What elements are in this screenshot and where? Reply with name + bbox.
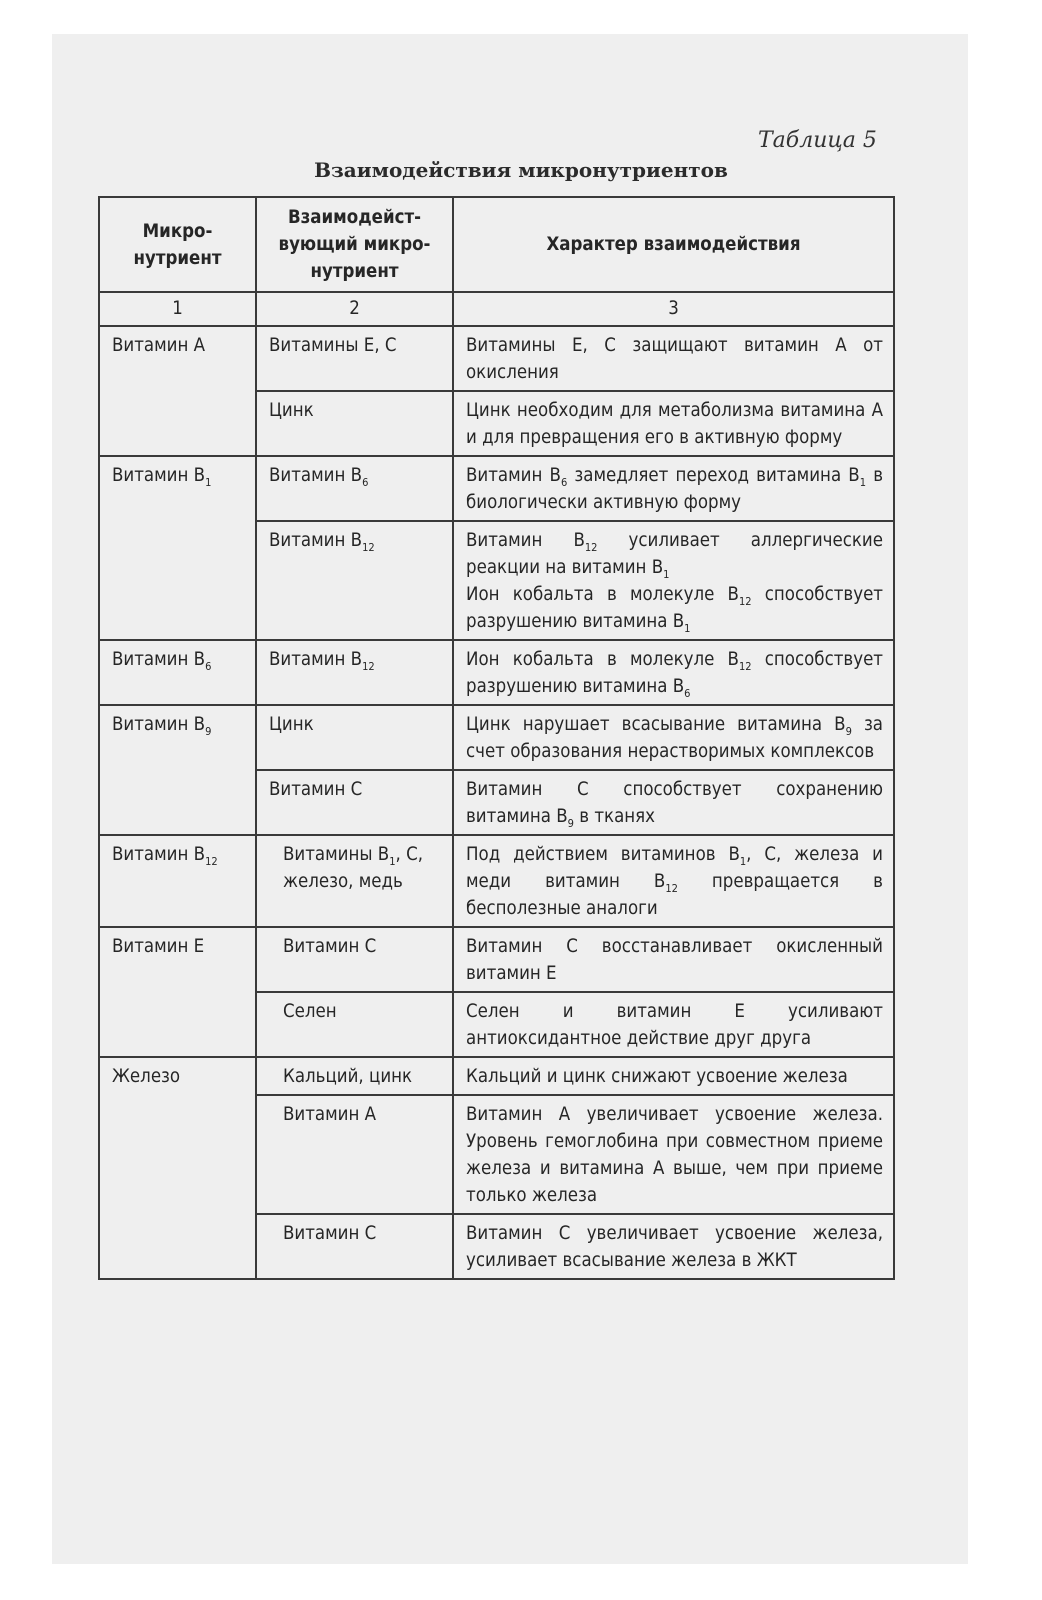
interacting-micronutrient-cell xyxy=(256,705,453,770)
interaction-character-cell xyxy=(453,927,894,992)
interacting-micronutrient-cell xyxy=(256,927,453,992)
header-micronutrient-line: Микро- xyxy=(142,220,213,242)
subscript: 9 xyxy=(845,725,852,738)
text-run: Витамин В xyxy=(269,649,363,670)
subscript: 6 xyxy=(560,476,568,489)
text-run: Витамин А xyxy=(112,335,206,356)
micronutrient-cell xyxy=(99,326,256,456)
table-title: Взаимодействия микронутриентов xyxy=(314,158,728,182)
text-run: усиливает аллергические реакции на витамин В xyxy=(466,530,883,578)
text-run: Витамин В xyxy=(269,465,363,486)
subscript: 12 xyxy=(584,541,598,554)
header-micronutrient-line: нутриент xyxy=(133,247,222,269)
text-run: Витамины В xyxy=(283,844,390,865)
header-row xyxy=(99,197,894,292)
table-body xyxy=(99,292,894,1279)
column-number: 1 xyxy=(99,292,256,326)
text-run: Витамин В xyxy=(466,530,585,551)
interaction-character-cell xyxy=(453,1095,894,1214)
interaction-character-cell xyxy=(453,456,894,521)
subscript: 12 xyxy=(738,595,752,608)
text-run: Цинк xyxy=(269,714,314,735)
interacting-micronutrient-cell xyxy=(256,835,453,927)
subscript: 6 xyxy=(362,476,369,489)
table-row xyxy=(99,1057,894,1095)
text-run: Ион кобальта в молекуле В xyxy=(466,649,739,670)
subscript: 12 xyxy=(738,660,752,673)
interacting-micronutrient-cell xyxy=(256,1214,453,1279)
subscript: 6 xyxy=(684,687,691,700)
text-run: Витамин Е xyxy=(112,936,205,957)
text-run: замедляет переход витамина В xyxy=(567,465,860,486)
interacting-micronutrient-cell xyxy=(256,992,453,1057)
column-number: 2 xyxy=(256,292,453,326)
header-interacting-line: Взаимодейст- xyxy=(287,207,422,228)
interaction-character-cell xyxy=(453,705,894,770)
header-interaction-character: Характер взаимодействия xyxy=(453,197,894,292)
text-run: за счет образования нерастворимых комплексов xyxy=(466,714,884,762)
subscript: 9 xyxy=(205,725,212,738)
table-number-label: Таблица 5 xyxy=(758,128,877,153)
text-run: Витамины Е, С защищают витамин А от окисления xyxy=(466,335,883,383)
text-run: Витамин В xyxy=(112,844,206,865)
subscript: 12 xyxy=(362,660,375,673)
text-run: Витамин А увеличивает усвоение железа. Уровень гемоглобина при совместном приеме железа и витамина А выше, чем при приеме только железа xyxy=(466,1104,883,1206)
text-run: Витамин С xyxy=(283,1223,377,1244)
text-run: Цинк необходим для метаболизма витамина А и для превращения его в активную форму xyxy=(466,400,883,448)
subscript: 6 xyxy=(205,660,212,673)
interacting-micronutrient-cell xyxy=(256,456,453,521)
micronutrient-cell xyxy=(99,927,256,1057)
text-run: Витамин С xyxy=(283,936,377,957)
column-number-row xyxy=(99,292,894,326)
text-run: Кальций и цинк снижают усвоение железа xyxy=(466,1066,848,1087)
interaction-character-cell xyxy=(453,992,894,1057)
header-interacting-micronutrient xyxy=(256,197,453,292)
micronutrient-cell xyxy=(99,640,256,705)
interacting-micronutrient-cell xyxy=(256,770,453,835)
text-run: Витамин С способствует сохранению витамина В xyxy=(466,779,883,827)
subscript: 9 xyxy=(567,817,574,830)
text-run: в тканях xyxy=(573,806,656,827)
text-run: Витамин В xyxy=(112,465,206,486)
table-row xyxy=(99,927,894,992)
text-run: Витамин С xyxy=(269,779,363,800)
table-row xyxy=(99,456,894,521)
interaction-character-cell xyxy=(453,1057,894,1095)
subscript: 1 xyxy=(859,476,867,489)
micronutrient-cell xyxy=(99,705,256,835)
interaction-character-cell xyxy=(453,640,894,705)
header-interacting-line: вующий микро- xyxy=(278,234,431,255)
interaction-character-cell xyxy=(453,521,894,640)
table-row xyxy=(99,705,894,770)
text-run: Витамин В xyxy=(112,714,206,735)
text-run: Витамин С увеличивает усвоение железа, усиливает всасывание железа в ЖКТ xyxy=(466,1223,883,1271)
text-run: превращается в бесполезные аналоги xyxy=(466,871,883,919)
interaction-character-cell xyxy=(453,1214,894,1279)
text-run: способствует разрушению витамина В xyxy=(466,584,884,632)
table-row xyxy=(99,835,894,927)
subscript: 1 xyxy=(684,622,691,635)
interaction-character-cell xyxy=(453,326,894,391)
text-run: способствует разрушению витамина В xyxy=(466,649,884,697)
text-run: Под действием витаминов В xyxy=(466,844,740,865)
interaction-character-cell xyxy=(453,391,894,456)
text-run: Витамин А xyxy=(283,1104,377,1125)
interacting-micronutrient-cell xyxy=(256,521,453,640)
subscript: 12 xyxy=(205,855,218,868)
subscript: 1 xyxy=(205,476,212,489)
micronutrient-cell xyxy=(99,456,256,640)
micronutrient-interactions-table xyxy=(98,196,895,1280)
interaction-character-cell xyxy=(453,835,894,927)
interacting-micronutrient-cell xyxy=(256,326,453,391)
text-run: , С, железо, медь xyxy=(283,844,424,892)
text-run: Витамин С восстанавливает окисленный витамин Е xyxy=(466,936,883,984)
text-run: Витамин В xyxy=(112,649,206,670)
text-run: Цинк нарушает всасывание витамина В xyxy=(466,714,846,735)
text-run: Кальций, цинк xyxy=(283,1066,413,1087)
text-run: Ион кобальта в молекуле В xyxy=(466,584,739,605)
text-run: , С, железа и меди витамин В xyxy=(466,844,883,892)
micronutrient-cell xyxy=(99,1057,256,1279)
header-micronutrient xyxy=(99,197,256,292)
text-run: в биологически активную форму xyxy=(466,465,884,513)
text-run: Витамин В xyxy=(269,530,363,551)
interaction-character-cell xyxy=(453,770,894,835)
subscript: 1 xyxy=(663,568,670,581)
micronutrient-cell xyxy=(99,835,256,927)
interacting-micronutrient-cell xyxy=(256,640,453,705)
text-run: Витамины Е, С xyxy=(269,335,397,356)
interacting-micronutrient-cell xyxy=(256,1095,453,1214)
interacting-micronutrient-cell xyxy=(256,1057,453,1095)
table-row xyxy=(99,640,894,705)
subscript: 1 xyxy=(739,855,747,868)
table-row xyxy=(99,326,894,391)
text-run: Витамин В xyxy=(466,465,561,486)
interacting-micronutrient-cell xyxy=(256,391,453,456)
text-run: Железо xyxy=(112,1066,181,1087)
text-run: Селен xyxy=(283,1001,337,1022)
header-interacting-line: нутриент xyxy=(310,261,399,282)
subscript: 1 xyxy=(389,855,396,868)
column-number: 3 xyxy=(453,292,894,326)
subscript: 12 xyxy=(665,882,678,895)
text-run: Цинк xyxy=(269,400,314,421)
subscript: 12 xyxy=(362,541,375,554)
text-run: Селен и витамин Е усиливают антиоксидантное действие друг друга xyxy=(466,1001,883,1049)
